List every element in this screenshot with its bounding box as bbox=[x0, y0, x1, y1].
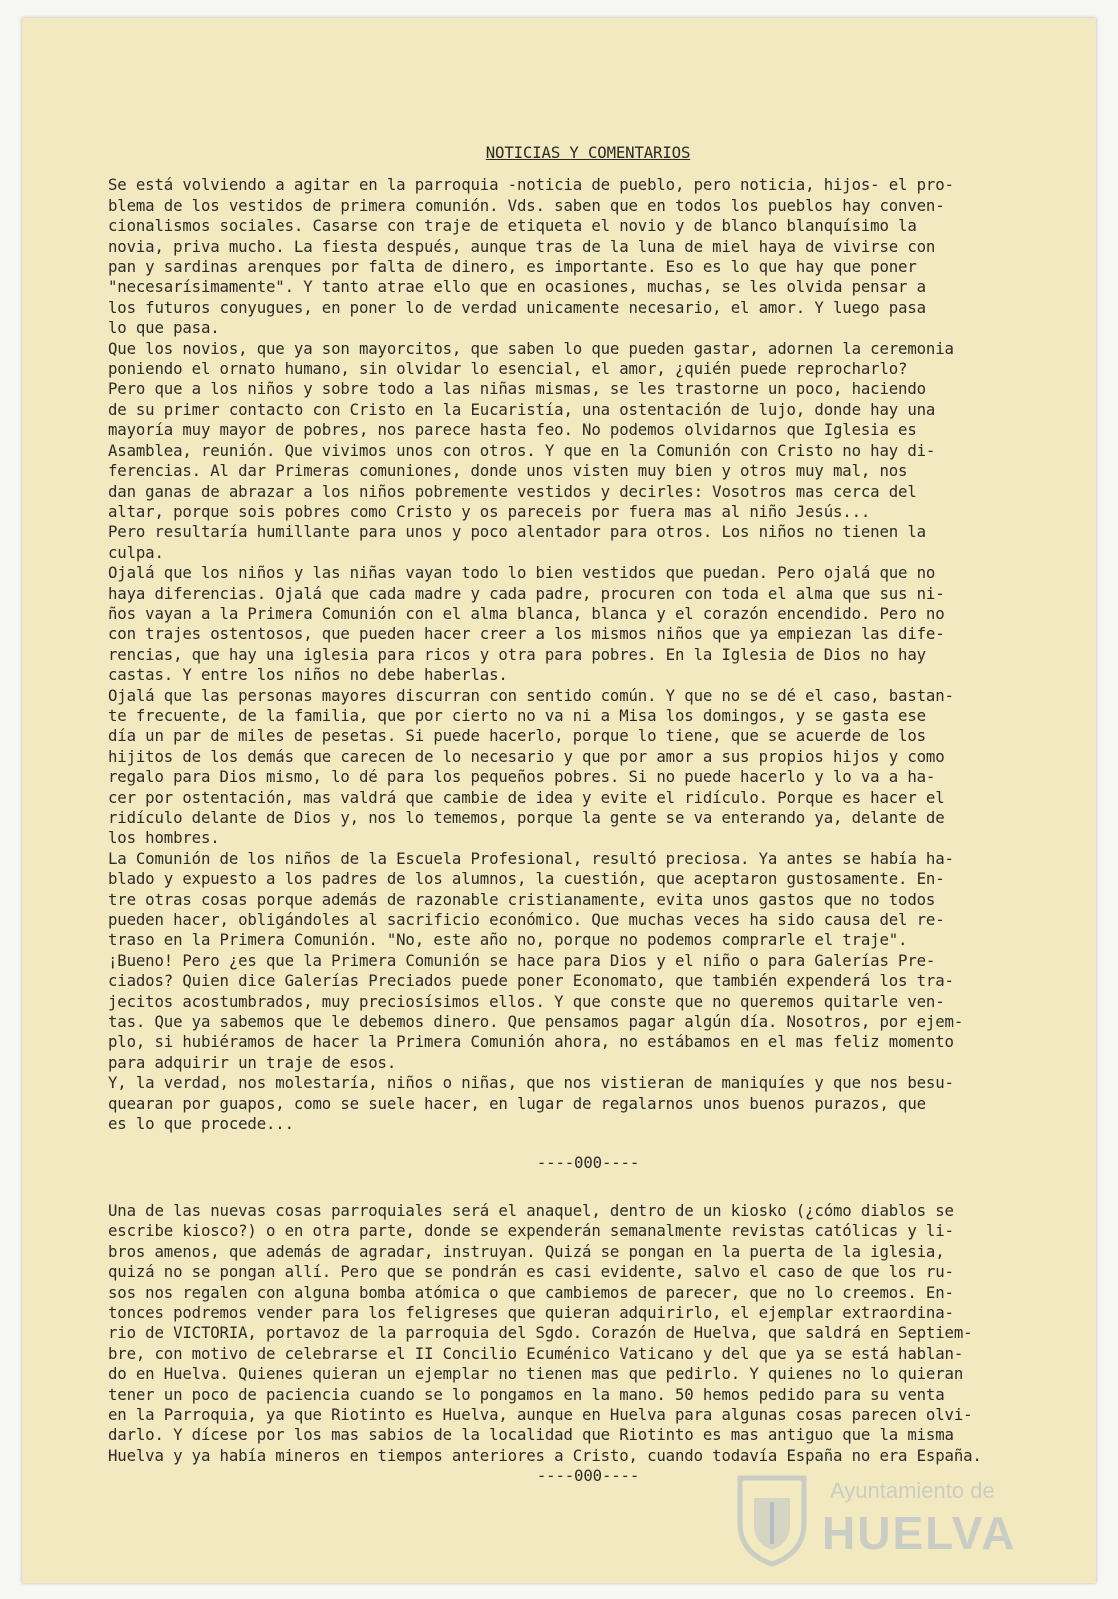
text-line: tener un poco de paciencia cuando se lo pongamos en la mano. 50 hemos pedido para su venta bbox=[108, 1384, 945, 1404]
text-line: Pero que a los niños y sobre todo a las niñas mismas, se les trastorne un poco, haciendo bbox=[108, 379, 926, 399]
watermark-text-top: Ayuntamiento de bbox=[830, 1478, 995, 1503]
text-line: Ojalá que las personas mayores discurran con sentido común. Y que no se dé el caso, bastan- bbox=[108, 685, 954, 705]
text-line: novia, priva mucho. La fiesta después, aunque tras de la luna de miel haya de vivirse con bbox=[108, 236, 936, 256]
text-line: con trajes ostentosos, que pueden hacer creer a los mismos niños que ya empiezan las dife- bbox=[108, 624, 945, 644]
text-line: ridículo delante de Dios y, nos lo tememos, porque la gente se va enterando ya, delante de bbox=[108, 808, 945, 827]
text-line: do en Huelva. Quienes quieran un ejemplar no tienen mas que pedirlo. Y quienes no lo quieran bbox=[108, 1364, 964, 1384]
text-line: pan y sardinas arenques por falta de dinero, es importante. Eso es lo que hay que poner bbox=[108, 257, 917, 277]
text-line: lo que pasa. bbox=[108, 318, 220, 338]
text-line: cer por ostentación, mas valdrá que cambie de idea y evite el ridículo. Porque es hacer el bbox=[108, 787, 945, 807]
text-line: quearan por guapos, como se suele hacer, en lugar de regalarnos unos buenos purazos, que bbox=[108, 1093, 926, 1113]
text-line: regalo para Dios mismo, lo dé para los pequeños pobres. Si no puede hacerlo y lo va a ha- bbox=[108, 767, 936, 787]
document-page bbox=[22, 18, 1096, 1583]
text-line: los hombres. bbox=[108, 828, 220, 848]
text-line: Y, la verdad, nos molestaría, niños o niñas, que nos vistieran de maniquíes y que nos besu- bbox=[108, 1073, 954, 1093]
text-line: escribe kiosco?) o en otra parte, donde se expenderán semanalmente revistas católicas y li- bbox=[108, 1221, 954, 1241]
text-line: "necesarísimamente". Y tanto atrae ello que en ocasiones, muchas, se les olvida pensar a bbox=[108, 277, 926, 297]
section-first-communion bbox=[108, 175, 1068, 1134]
text-line: para adquirir un traje de esos. bbox=[108, 1052, 397, 1072]
text-line: cionalismos sociales. Casarse con traje de etiqueta el novio y de blanco blanquísimo la bbox=[108, 216, 917, 236]
text-line: pueden hacer, obligándoles al sacrificio económico. Que muchas veces ha sido causa del re- bbox=[108, 910, 945, 930]
text-line: altar, porque sois pobres como Cristo y os pareceis por fuera mas al niño Jesús... bbox=[108, 501, 871, 521]
text-line: bros amenos, que además de agradar, instruyan. Quizá se pongan en la puerta de la iglesia, bbox=[108, 1241, 945, 1261]
text-line: Se está volviendo a agitar en la parroquia -noticia de pueblo, pero noticia, hijos- el pro- bbox=[108, 175, 954, 195]
text-line: culpa. bbox=[108, 542, 164, 562]
text-line: Que los novios, que ya son mayorcitos, que saben lo que pueden gastar, adornen la ceremonia bbox=[108, 338, 954, 358]
text-line: Una de las nuevas cosas parroquiales será el anaquel, dentro de un kiosko (¿cómo diablos se bbox=[108, 1200, 954, 1220]
document-body bbox=[108, 143, 1068, 1487]
text-line: tas. Que ya sabemos que le debemos dinero. Que pensamos pagar algún día. Nosotros, por ejem- bbox=[108, 1012, 964, 1032]
coat-of-arms-icon bbox=[732, 1468, 812, 1568]
text-line: traso en la Primera Comunión. "No, este año no, porque no podemos comprarle el traje". bbox=[108, 930, 908, 950]
text-line: bre, con motivo de celebrarse el II Concilio Ecuménico Vaticano y del que ya se está hablan- bbox=[108, 1343, 964, 1363]
text-line: darlo. Y dícese por los mas sabios de la localidad que Riotinto es mas antiguo que la misma bbox=[108, 1425, 954, 1445]
text-line: poniendo el ornato humano, sin olvidar lo esencial, el amor, ¿quién puede reprocharlo? bbox=[108, 359, 908, 379]
text-line: tonces podremos vender para los feligreses que quieran adquirirlo, el ejemplar extraordina- bbox=[108, 1302, 954, 1322]
separator: ----000---- bbox=[536, 1152, 640, 1172]
text-line: los futuros conyugues, en poner lo de verdad unicamente necesario, el amor. Y luego pasa bbox=[108, 297, 926, 317]
text-line: ciados? Quien dice Galerías Preciados puede poner Economato, que también expenderá los tra- bbox=[108, 971, 954, 991]
text-line: blado y expuesto a los padres de los alumnos, la cuestión, que aceptaron gustosamente. En- bbox=[108, 869, 945, 889]
text-line: día un par de miles de pesetas. Si puede hacerlo, porque lo tiene, que se acuerde de los bbox=[108, 726, 926, 746]
text-line: tre otras cosas porque además de razonable cristianamente, evita unos gastos que no todos bbox=[108, 889, 936, 909]
text-line: blema de los vestidos de primera comunión. Vds. saben que en todos los pueblos hay conven- bbox=[108, 195, 945, 215]
text-line: ños vayan a la Primera Comunión con el alma blanca, blanca y el corazón encendido. Pero no bbox=[108, 603, 945, 623]
text-line: Huelva y ya había mineros en tiempos anteriores a Cristo, cuando todavía España no era España. bbox=[108, 1445, 982, 1465]
text-line: plo, si hubiéramos de hacer la Primera Comunión ahora, no estábamos en el mas feliz momento bbox=[108, 1032, 954, 1052]
text-line: dan ganas de abrazar a los niños pobremente vestidos y decirles: Vosotros mas cerca del bbox=[108, 481, 917, 501]
text-line: sos nos regalen con alguna bomba atómica o que cambiemos de parecer, que no lo creemos. En- bbox=[108, 1282, 954, 1302]
text-line: rencias, que hay una iglesia para ricos y otra para pobres. En la Iglesia de Dios no hay bbox=[108, 644, 926, 664]
text-line: castas. Y entre los niños no debe haberlas. bbox=[108, 665, 508, 685]
archive-watermark bbox=[712, 1458, 1042, 1578]
text-line: quizá no se pongan allí. Pero que se pondrán es casi evidente, salvo el caso de que los ru- bbox=[108, 1262, 954, 1282]
text-line: en la Parroquia, ya que Riotinto es Huelva, aunque en Huelva para algunas cosas parecen olvi- bbox=[108, 1404, 973, 1424]
watermark-text-bottom: HUELVA bbox=[822, 1507, 1017, 1559]
text-line: es lo que procede... bbox=[108, 1114, 294, 1134]
text-line: Pero resultaría humillante para unos y poco alentador para otros. Los niños no tienen la bbox=[108, 522, 926, 542]
text-line: te frecuente, de la familia, que por cierto no va ni a Misa los domingos, y se gasta ese bbox=[108, 705, 926, 725]
document-title: NOTICIAS Y COMENTARIOS bbox=[485, 143, 691, 162]
text-line: Ojalá que los niños y las niñas vayan todo lo bien vestidos que puedan. Pero ojalá que no bbox=[108, 563, 936, 583]
text-line: ferencias. Al dar Primeras comuniones, donde unos visten muy bien y otros muy mal, nos bbox=[108, 461, 908, 481]
text-line: haya diferencias. Ojalá que cada madre y cada padre, procuren con toda el alma que sus ni- bbox=[108, 583, 945, 603]
text-line: ¡Bueno! Pero ¿es que la Primera Comunión se hace para Dios y el niño o para Galerías Pre- bbox=[108, 950, 936, 970]
text-line: jecitos acostumbrados, muy preciosísimos ellos. Y que conste que no queremos quitarle ven- bbox=[108, 991, 945, 1011]
text-line: rio de VICTORIA, portavoz de la parroquia del Sgdo. Corazón de Huelva, que saldrá en Septiem- bbox=[108, 1323, 973, 1343]
section-parish-kiosk bbox=[108, 1201, 1068, 1466]
text-line: Asamblea, reunión. Que vivimos unos con otros. Y que en la Comunión con Cristo no hay di- bbox=[108, 440, 936, 460]
text-line: La Comunión de los niños de la Escuela Profesional, resultó preciosa. Ya antes se había ha- bbox=[108, 848, 954, 868]
separator: ----000---- bbox=[536, 1466, 640, 1486]
text-line: mayoría muy mayor de pobres, nos parece hasta feo. No podemos olvidarnos que Iglesia es bbox=[108, 420, 917, 440]
text-line: de su primer contacto con Cristo en la Eucaristía, una ostentación de lujo, donde hay una bbox=[108, 399, 936, 419]
text-line: hijitos de los demás que carecen de lo necesario y que por amor a sus propios hijos y como bbox=[108, 746, 945, 766]
